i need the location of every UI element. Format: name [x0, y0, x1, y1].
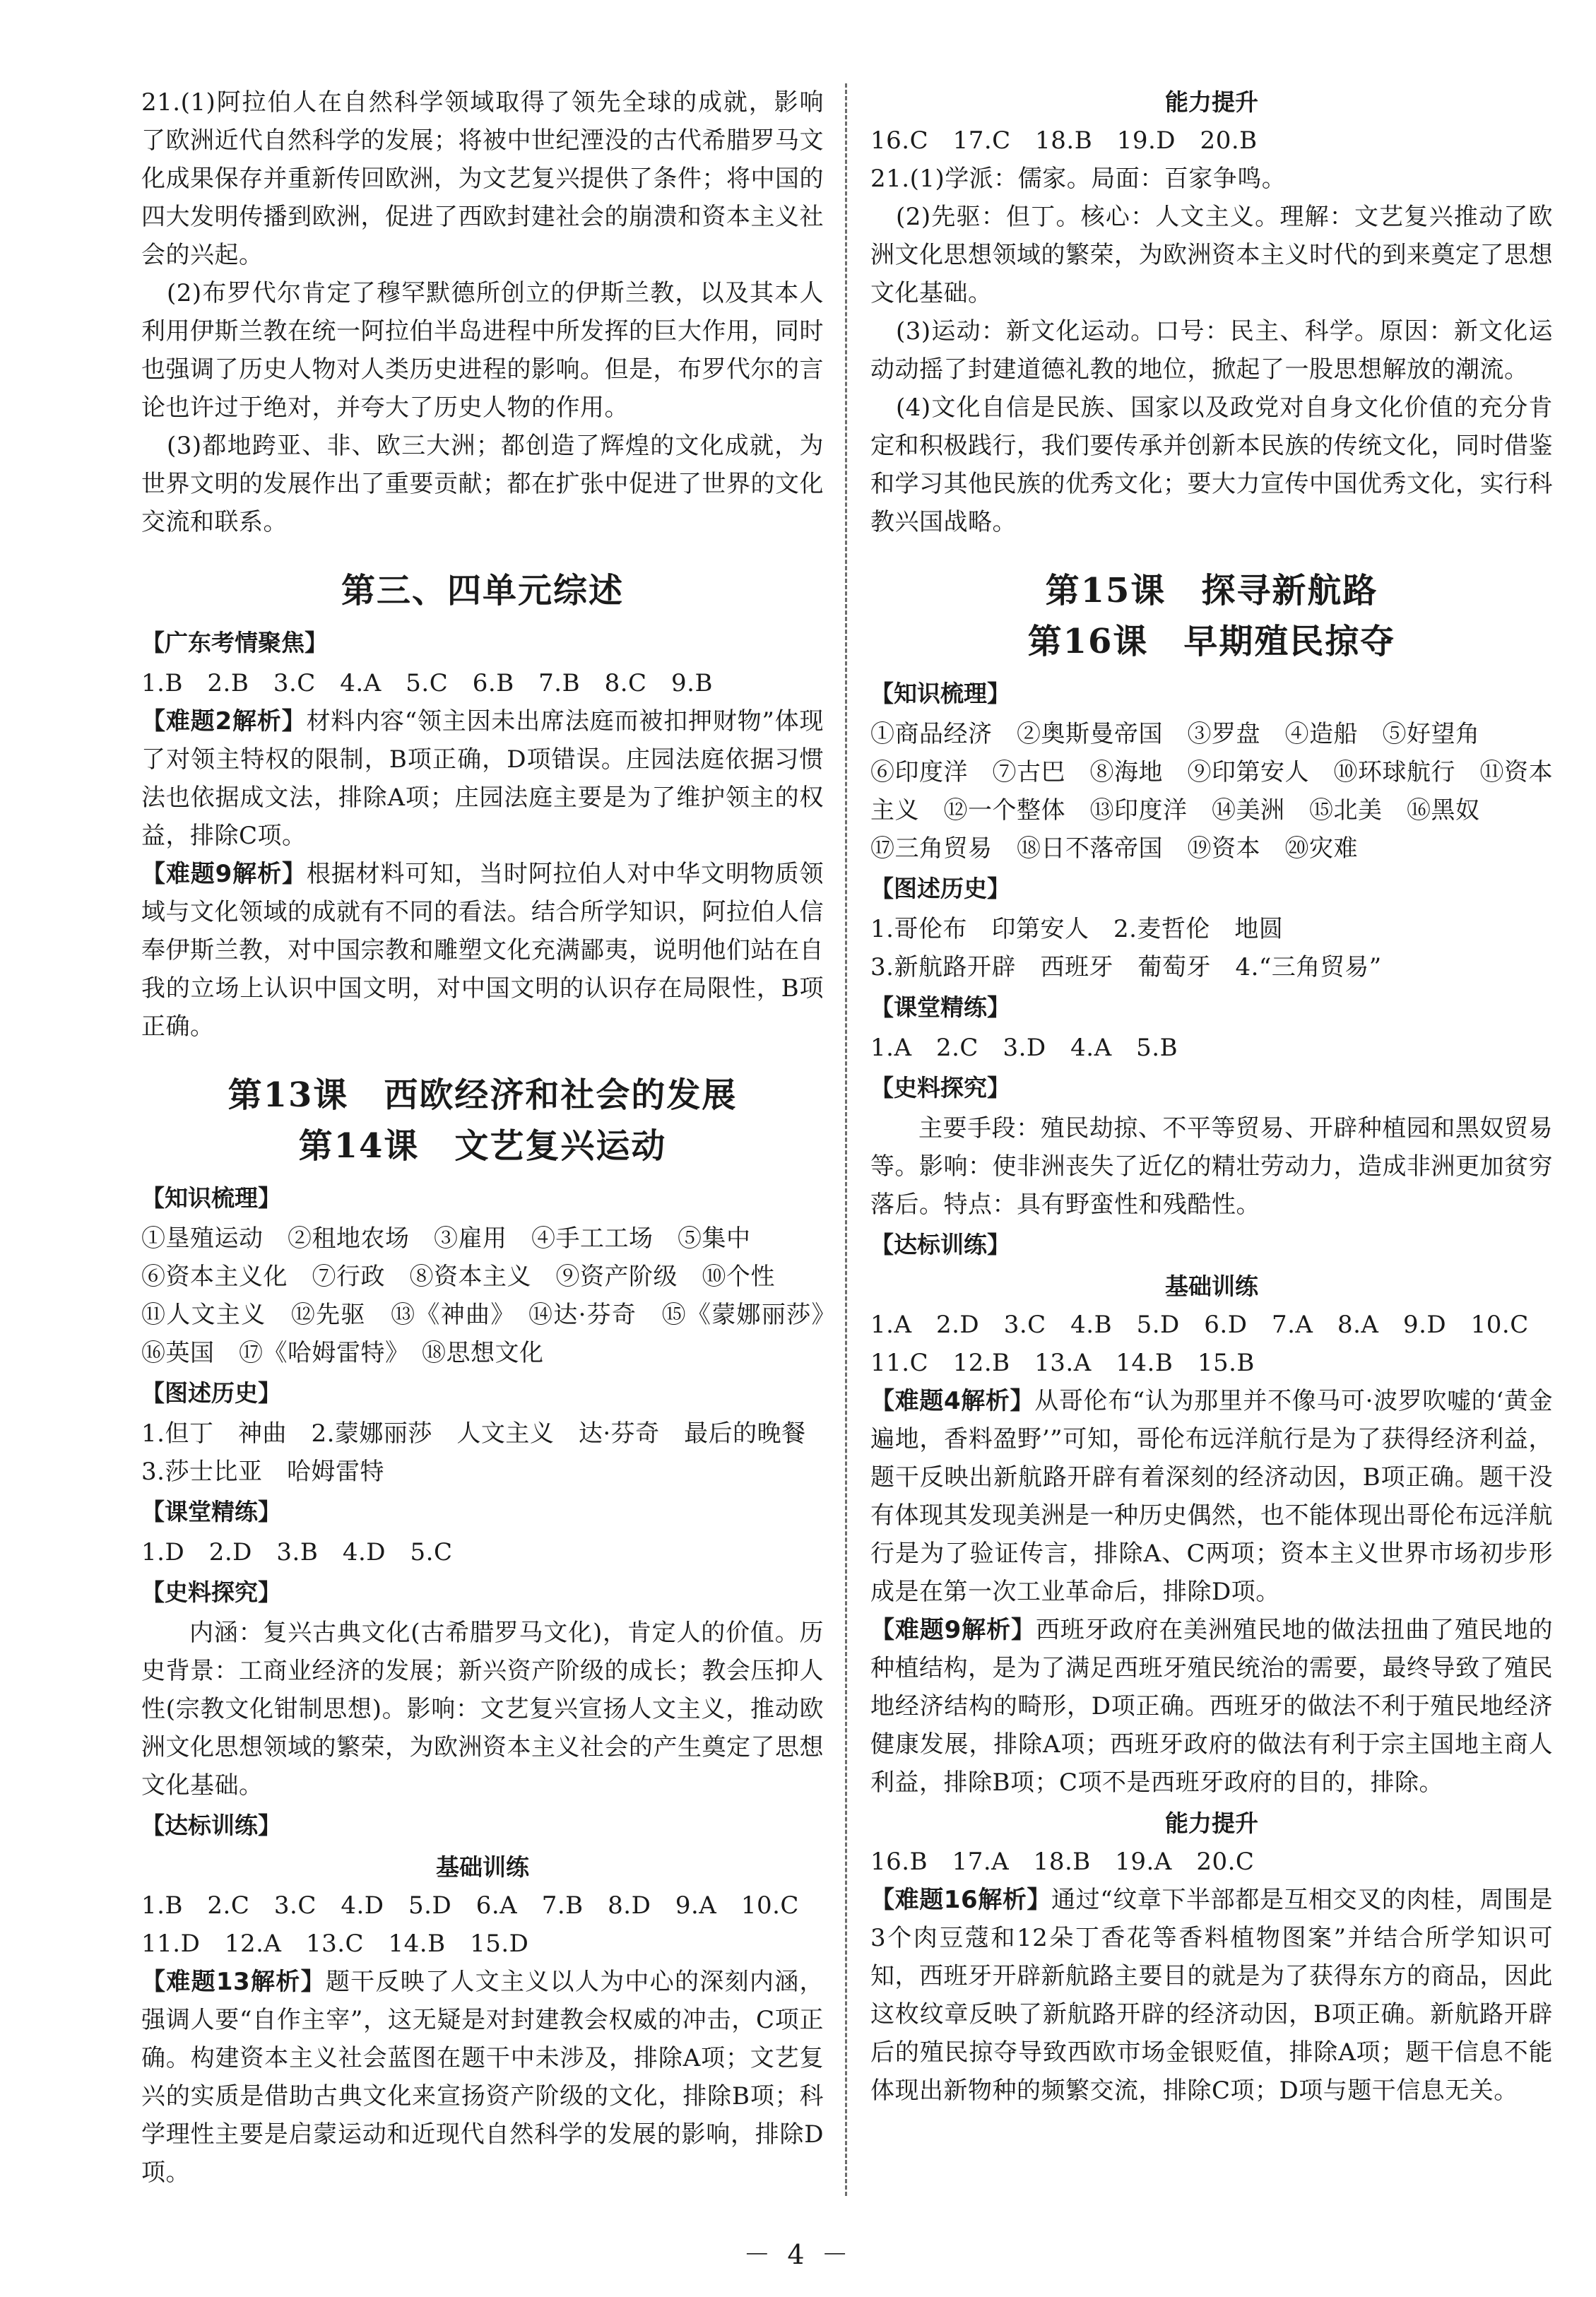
- q21-part2: (2)布罗代尔肯定了穆罕默德所创立的伊斯兰教，以及其本人利用伊斯兰教在统一阿拉伯半岛进程中所发挥的巨大作用，同时也强调了历史人物对人类历史进程的影响。但是，布罗代尔的言论也许过于绝对，并夸大了历史人物的作用。: [141, 279, 824, 422]
- analysis-text: 通过“纹章下半部都是互相交叉的肉桂，周围是3个肉豆蔻和12朵丁香花等香料植物图案”并结合所学知识可知，西班牙开辟新航路主要目的就是为了获得东方的商品，因此这枚纹章反映了新航路开辟的经济动因，B项正确。新航路开辟后的殖民掠夺导致西欧市场金银贬值，排除A项；题干信息不能体现出新物种的频繁交流，排除C项；D项与题干信息无关。: [870, 1886, 1553, 2105]
- q21-part3: (3)运动：新文化运动。口号：民主、科学。原因：新文化运动动摇了封建道德礼教的地位，掀起了一股思想解放的潮流。: [870, 317, 1553, 384]
- knowledge-line: ⑪人文主义 ⑫先驱 ⑬《神曲》 ⑭达·芬奇 ⑮《蒙娜丽莎》 ⑯英国 ⑰《哈姆雷特》 ⑱思想文化: [141, 1301, 849, 1367]
- picture-history-line: 1.但丁 神曲 2.蒙娜丽莎 人文主义 达·芬奇 最后的晚餐: [141, 1419, 806, 1448]
- analysis-label: 【难题9解析】: [141, 860, 307, 888]
- section-tag-guangdong: 【广东考情聚焦】: [141, 629, 328, 656]
- analysis-text: 西班牙政府在美洲殖民地的做法扭曲了殖民地的种植结构，是为了满足西班牙殖民统治的需要，最终导致了殖民地经济结构的畸形，D项正确。西班牙的做法不利于殖民地经济健康发展，排除A项；西班牙政府的做法有利于宗主国地主商人利益，排除B项；C项不是西班牙政府的目的，排除。: [870, 1616, 1553, 1797]
- section-tag: 【达标训练】: [870, 1231, 1010, 1258]
- picture-history-line: 1.哥伦布 印第安人 2.麦哲伦 地圆: [870, 915, 1284, 943]
- analysis-label: 【难题9解析】: [870, 1616, 1036, 1644]
- q21-part1: 21.(1)阿拉伯人在自然科学领域取得了领先全球的成就，影响了欧洲近代自然科学的发展；将被中世纪湮没的古代希腊罗马文化成果保存并重新传回欧洲，为文艺复兴提供了条件；将中国的四大发明传播到欧洲，促进了西欧封建社会的崩溃和资本主义社会的兴起。: [141, 88, 824, 269]
- analysis-label: 【难题13解析】: [141, 1968, 326, 1996]
- sub-heading: 基础训练: [436, 1853, 529, 1881]
- analysis-paragraph: [870, 1881, 1553, 2110]
- section-tag: 【图述历史】: [141, 1379, 281, 1407]
- section-title: 第三、四单元综述: [341, 571, 624, 610]
- analysis-paragraph: [870, 1382, 1553, 1611]
- section-tag: 【图述历史】: [870, 875, 1010, 902]
- lesson-title-block: [870, 565, 1553, 667]
- section-tag: 【史料探究】: [870, 1074, 1010, 1102]
- analysis-paragraph: [141, 1963, 824, 2192]
- analysis-text: 材料内容“领主因未出席法庭而被扣押财物”体现了对领主特权的限制，B项正确，D项错误。庄园法庭依据习惯法也依据成文法，排除A项；庄园法庭主要是为了维护领主的权益，排除C项。: [141, 707, 824, 850]
- answers-row: 11.C 12.B 13.A 14.B 15.B: [870, 1349, 1255, 1377]
- answers-row: 16.B 17.A 18.B 19.A 20.C: [870, 1848, 1255, 1876]
- section-tag: 【知识梳理】: [870, 680, 1010, 707]
- answers-row: 1.A 2.C 3.D 4.A 5.B: [870, 1034, 1178, 1062]
- knowledge-line: ⑥印度洋 ⑦古巴 ⑧海地 ⑨印第安人 ⑩环球航行 ⑪资本主义 ⑫一个整体 ⑬印度洋 ⑭美洲 ⑮北美 ⑯黑奴: [870, 758, 1553, 825]
- analysis-paragraph: [141, 702, 824, 855]
- knowledge-line: ①商品经济 ②奥斯曼帝国 ③罗盘 ④造船 ⑤好望角: [870, 720, 1480, 748]
- analysis-text: 根据材料可知，当时阿拉伯人对中华文明物质领域与文化领域的成就有不同的看法。结合所学知识，阿拉伯人信奉伊斯兰教，对中国宗教和雕塑文化充满鄙夷，说明他们站在自我的立场上认识中国文明，对中国文明的认识存在局限性，B项正确。: [141, 860, 824, 1041]
- analysis-paragraph: [870, 1611, 1553, 1802]
- right-column: [870, 83, 1553, 2110]
- q21-part3: (3)都地跨亚、非、欧三大洲；都创造了辉煌的文化成就，为世界文明的发展作出了重要贡献；都在扩张中促进了世界的文化交流和联系。: [141, 432, 824, 536]
- source-inquiry-text: 内涵：复兴古典文化(古希腊罗马文化)，肯定人的价值。历史背景：工商业经济的发展；新兴资产阶级的成长；教会压抑人性(宗教文化钳制思想)。影响：文艺复兴宣扬人文主义，推动欧洲文化思想领域的繁荣，为欧洲资本主义社会的产生奠定了思想文化基础。: [141, 1619, 824, 1800]
- knowledge-line: ①垦殖运动 ②租地农场 ③雇用 ④手工工场 ⑤集中: [141, 1224, 751, 1253]
- q21-part4: (4)文化自信是民族、国家以及政党对自身文化价值的充分肯定和积极践行，我们要传承并创新本民族的传统文化，同时借鉴和学习其他民族的优秀文化；要大力宣传中国优秀文化，实行科教兴国战略。: [870, 394, 1553, 536]
- source-inquiry-text: 主要手段：殖民劫掠、不平等贸易、开辟种植园和黑奴贸易等。影响：使非洲丧失了近亿的精壮劳动力，造成非洲更加贫穷落后。特点：具有野蛮性和残酷性。: [870, 1114, 1553, 1219]
- column-divider: [845, 83, 847, 2196]
- answers-row: 1.D 2.D 3.B 4.D 5.C: [141, 1538, 453, 1566]
- q21-part2: (2)先驱：但丁。核心：人文主义。理解：文艺复兴推动了欧洲文化思想领域的繁荣，为欧洲资本主义时代的到来奠定了思想文化基础。: [870, 203, 1553, 307]
- section-tag: 【课堂精练】: [870, 993, 1010, 1021]
- section-tag: 【史料探究】: [141, 1578, 281, 1606]
- q21-part1: 21.(1)学派：儒家。局面：百家争鸣。: [870, 165, 1287, 193]
- answers-row: 1.B 2.C 3.C 4.D 5.D 6.A 7.B 8.D 9.A 10.C: [141, 1891, 799, 1920]
- lesson-title-block: [141, 1070, 824, 1171]
- left-column: [141, 83, 849, 2192]
- section-tag: 【达标训练】: [141, 1812, 281, 1839]
- lesson-title: 第15课 探寻新航路: [1045, 571, 1378, 610]
- lesson-title: 第13课 西欧经济和社会的发展: [227, 1075, 738, 1115]
- lesson-title: 第14课 文艺复兴运动: [298, 1126, 667, 1166]
- section-tag: 【知识梳理】: [141, 1184, 281, 1212]
- section-tag: 【课堂精练】: [141, 1498, 281, 1525]
- analysis-text: 从哥伦布“认为那里并不像马可·波罗吹嘘的‘黄金遍地，香料盈野’”可知，哥伦布远洋航行是为了获得经济利益，题干反映出新航路开辟有着深刻的经济动因，B项正确。题干没有体现其发现美洲是一种历史偶然，也不能体现出哥伦布远洋航行是为了验证传言，排除A、C两项；资本主义世界市场初步形成是在第一次工业革命后，排除D项。: [870, 1387, 1553, 1606]
- analysis-label: 【难题16解析】: [870, 1886, 1052, 1914]
- sub-heading: 能力提升: [1165, 1809, 1258, 1837]
- analysis-label: 【难题2解析】: [141, 707, 307, 736]
- section-title-block: [141, 565, 824, 616]
- analysis-label: 【难题4解析】: [870, 1387, 1035, 1415]
- knowledge-line: ⑥资本主义化 ⑦行政 ⑧资本主义 ⑨资产阶级 ⑩个性: [141, 1263, 775, 1291]
- picture-history-line: 3.新航路开辟 西班牙 葡萄牙 4.“三角贸易”: [870, 953, 1382, 981]
- sub-heading: 基础训练: [1165, 1272, 1258, 1300]
- answers-row: 11.D 12.A 13.C 14.B 15.D: [141, 1930, 529, 1958]
- knowledge-line: ⑰三角贸易 ⑱日不落帝国 ⑲资本 ⑳灾难: [870, 834, 1358, 863]
- analysis-paragraph: [141, 855, 824, 1046]
- picture-history-line: 3.莎士比亚 哈姆雷特: [141, 1458, 384, 1486]
- page-number: － 4 －: [743, 2239, 853, 2270]
- sub-heading: 能力提升: [1165, 88, 1258, 116]
- answers-row: 1.A 2.D 3.C 4.B 5.D 6.D 7.A 8.A 9.D 10.C: [870, 1311, 1529, 1339]
- answers-row: 16.C 17.C 18.B 19.D 20.B: [870, 126, 1258, 155]
- answers-row: 1.B 2.B 3.C 4.A 5.C 6.B 7.B 8.C 9.B: [141, 669, 713, 697]
- analysis-text: 题干反映了人文主义以人为中心的深刻内涵，强调人要“自作主宰”，这无疑是对封建教会权威的冲击，C项正确。构建资本主义社会蓝图在题干中未涉及，排除A项；文艺复兴的实质是借助古典文化来宣扬资产阶级的文化，排除B项；科学理性主要是启蒙运动和近现代自然科学的发展的影响，排除D项。: [141, 1968, 824, 2187]
- lesson-title: 第16课 早期殖民掠夺: [1027, 622, 1396, 661]
